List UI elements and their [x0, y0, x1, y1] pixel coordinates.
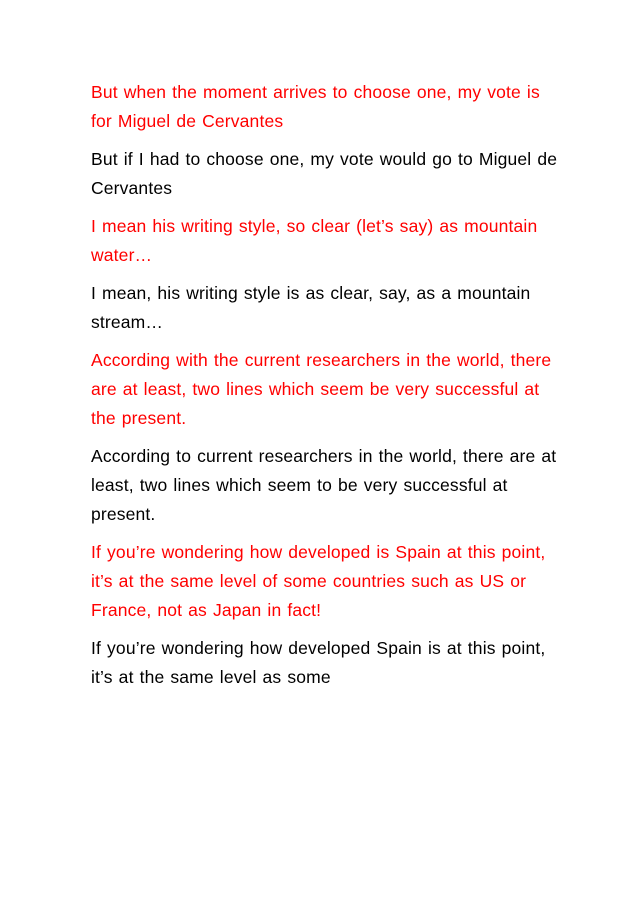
- original-sentence-4: If you’re wondering how developed is Spain at this point, it’s at the same level of some countries such as US or France, not as Japan in fact!: [91, 542, 546, 620]
- corrected-sentence-3: According to current researchers in the world, there are at least, two lines which seem to be very successful at present.: [91, 446, 557, 524]
- document-body: [91, 78, 561, 701]
- original-sentence-3: According with the current researchers in the world, there are at least, two lines which seem be very successful at the present.: [91, 350, 552, 428]
- original-sentence-1: But when the moment arrives to choose one, my vote is for Miguel de Cervantes: [91, 82, 540, 131]
- corrected-sentence-1: But if I had to choose one, my vote would go to Miguel de Cervantes: [91, 149, 558, 198]
- original-sentence-2: I mean his writing style, so clear (let’s say) as mountain water…: [91, 216, 538, 265]
- corrected-sentence-4: If you’re wondering how developed Spain is at this point, it’s at the same level as some: [91, 638, 546, 687]
- corrected-sentence-2: I mean, his writing style is as clear, say, as a mountain stream…: [91, 283, 531, 332]
